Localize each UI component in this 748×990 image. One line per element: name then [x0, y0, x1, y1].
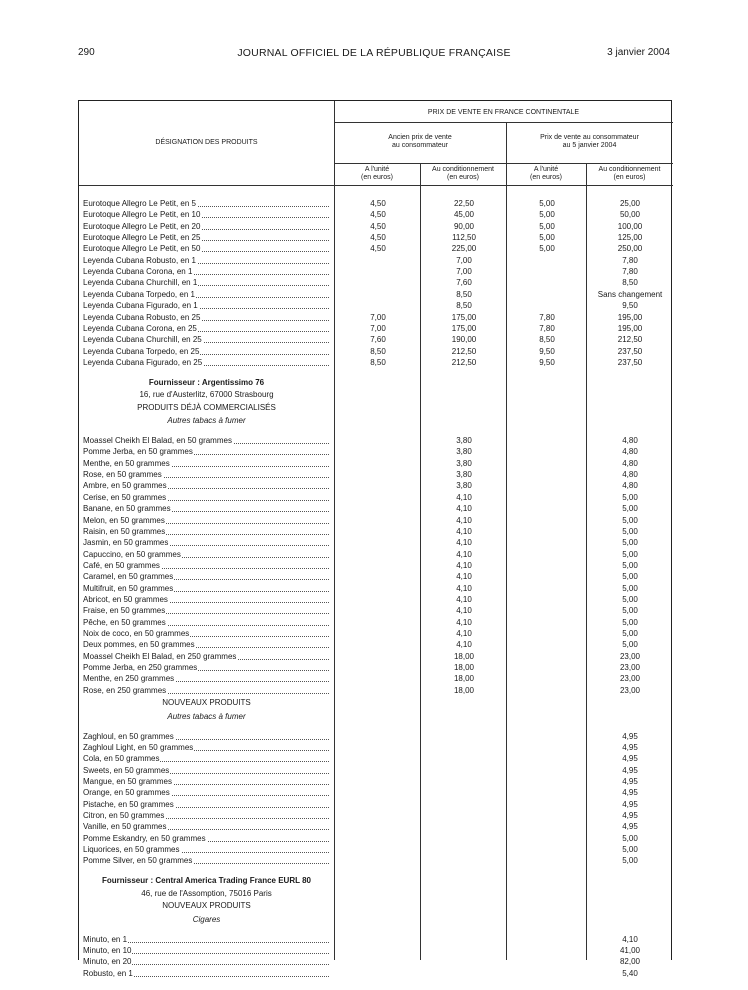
new-pack-price: 5,00	[622, 492, 638, 502]
header-rule	[334, 163, 673, 164]
new-pack-price: 4,95	[622, 765, 638, 775]
ancien-unit-price: 8,50	[370, 357, 386, 367]
category-label: Autres tabacs à fumer	[167, 416, 246, 426]
new-pack-price: 5,00	[622, 617, 638, 627]
new-pack-price: 7,80	[622, 267, 638, 277]
ancien-unit-price: 7,00	[370, 312, 386, 322]
address-label: 16, rue d'Austerlitz, 67000 Strasbourg	[139, 390, 274, 400]
table-row	[79, 834, 673, 844]
table-row	[79, 516, 673, 526]
new-pack-price: 23,00	[619, 685, 641, 695]
section-label: NOUVEAUX PRODUITS	[162, 901, 251, 911]
new-pack-price: 237,50	[617, 346, 643, 356]
nouveau-header: Prix de vente au consommateur au 5 janvier 2004	[540, 134, 639, 149]
product-name: Pistache, en 50 grammes	[83, 800, 329, 810]
table-row	[79, 674, 673, 684]
table-row	[79, 324, 673, 334]
section-label: NOUVEAUX PRODUITS	[162, 698, 251, 708]
new-pack-price: 5,00	[622, 583, 638, 593]
table-row	[79, 811, 673, 821]
new-pack-price: 5,00	[622, 833, 638, 843]
new-pack-price: 100,00	[617, 221, 643, 231]
ancien-pack-price: 4,10	[456, 560, 472, 570]
product-name: Pomme Eskandry, en 50 grammes	[83, 834, 329, 844]
new-pack-price: Sans changement	[597, 289, 663, 299]
ancien-pack-price: 175,00	[451, 312, 477, 322]
new-pack-price: 5,00	[622, 572, 638, 582]
ancien-pack-price: 45,00	[453, 210, 475, 220]
table-row	[79, 504, 673, 514]
address-label: 46, rue de l'Assomption, 75016 Paris	[141, 888, 272, 898]
product-name: Sweets, en 50 grammes	[83, 766, 329, 776]
table-row	[79, 436, 673, 446]
ancien-pack-price: 18,00	[453, 651, 475, 661]
table-row	[79, 335, 673, 345]
new-unit-price: 9,50	[539, 346, 555, 356]
table-row	[79, 222, 673, 232]
new-pack-price: 237,50	[617, 357, 643, 367]
ancien-unit-price: 4,50	[370, 221, 386, 231]
new-pack-price: 4,95	[622, 810, 638, 820]
product-name: Eurotoque Allegro Le Petit, en 5	[83, 199, 329, 209]
ancien-pack-price: 4,10	[456, 549, 472, 559]
new-unit-price: 5,00	[539, 199, 555, 208]
product-name: Moassel Cheikh El Balad, en 50 grammes	[83, 436, 329, 446]
new-pack-price: 82,00	[619, 957, 641, 967]
table-row	[79, 935, 673, 945]
table-row	[79, 969, 673, 979]
table-row	[79, 347, 673, 357]
product-name: Menthe, en 50 grammes	[83, 459, 329, 469]
new-unit-price: 5,00	[539, 244, 555, 254]
new-pack-price: 195,00	[617, 323, 643, 333]
new-pack-price: 4,95	[622, 742, 638, 752]
table-row	[79, 572, 673, 582]
new-pack-price: 5,40	[622, 968, 638, 978]
product-name: Capuccino, en 50 grammes	[83, 550, 329, 560]
ancien-pack-price: 212,50	[451, 346, 477, 356]
product-name: Pomme Jerba, en 250 grammes	[83, 663, 329, 673]
new-pack-price: 4,80	[622, 447, 638, 457]
ancien-unit-price: 4,50	[370, 244, 386, 254]
product-name: Zaghloul Light, en 50 grammes	[83, 743, 329, 753]
product-name: Multifruit, en 50 grammes	[83, 584, 329, 594]
new-pack-price: 4,95	[622, 754, 638, 764]
ancien-pack-price: 18,00	[453, 685, 475, 695]
ancien-pack-price: 3,80	[456, 436, 472, 446]
table-row	[79, 686, 673, 696]
new-pack-price: 4,95	[622, 822, 638, 832]
table-row	[79, 788, 673, 798]
product-name: Leyenda Cubana Corona, en 25	[83, 324, 329, 334]
table-row	[79, 584, 673, 594]
new-pack-price: 23,00	[619, 651, 641, 661]
new-pack-price: 5,00	[622, 526, 638, 536]
table-row	[79, 561, 673, 571]
table-row	[79, 777, 673, 787]
new-pack-price: 250,00	[617, 244, 643, 254]
ancien-pack-price: 8,50	[456, 301, 472, 311]
ancien-pack-price: 4,10	[456, 594, 472, 604]
product-name: Caramel, en 50 grammes	[83, 572, 329, 582]
new-pack-price: 9,50	[622, 301, 638, 311]
product-name: Citron, en 50 grammes	[83, 811, 329, 821]
table-row	[79, 800, 673, 810]
product-name: Cola, en 50 grammes	[83, 754, 329, 764]
product-name: Eurotoque Allegro Le Petit, en 10	[83, 210, 329, 220]
new-pack-price: 4,80	[622, 481, 638, 491]
product-name: Café, en 50 grammes	[83, 561, 329, 571]
section-label: PRODUITS DÉJÀ COMMERCIALISÉS	[137, 402, 276, 412]
ancien-pack-price: 7,00	[456, 267, 472, 277]
table-row	[79, 459, 673, 469]
product-name: Minuto, en 20	[83, 957, 329, 967]
table-row	[79, 470, 673, 480]
product-name: Banane, en 50 grammes	[83, 504, 329, 514]
new-pack-price: 4,80	[622, 470, 638, 480]
table-row	[79, 957, 673, 967]
new-unit-price: 9,50	[539, 357, 555, 367]
page-number: 290	[78, 47, 95, 58]
product-name: Ambre, en 50 grammes	[83, 481, 329, 491]
new-pack-price: 50,00	[619, 210, 641, 220]
ancien-pack-price: 4,10	[456, 629, 472, 638]
new-pack-price: 8,50	[622, 278, 638, 288]
new-unit-price: 5,00	[539, 210, 555, 220]
product-name: Eurotoque Allegro Le Petit, en 50	[83, 244, 329, 254]
table-row	[79, 358, 673, 368]
ancien-unit-price: 7,60	[370, 335, 386, 345]
table-row	[79, 233, 673, 243]
table-row	[79, 663, 673, 673]
ancien-pack-price: 4,10	[456, 515, 472, 525]
table-row	[79, 629, 673, 639]
table-row	[79, 766, 673, 776]
unit-header: A l'unité (en euros)	[530, 166, 562, 181]
new-unit-price: 7,80	[539, 323, 555, 333]
new-pack-price: 5,00	[622, 640, 638, 650]
issue-date: 3 janvier 2004	[607, 47, 670, 58]
header-rule	[334, 122, 673, 123]
table-row	[79, 606, 673, 616]
cond-header: Au conditionnement (en euros)	[598, 166, 661, 181]
product-name: Leyenda Cubana Churchill, en 25	[83, 335, 329, 345]
table-row	[79, 313, 673, 323]
product-name: Pêche, en 50 grammes	[83, 618, 329, 628]
ancien-pack-price: 212,50	[451, 357, 477, 367]
product-name: Leyenda Cubana Robusto, en 1	[83, 256, 329, 266]
ancien-pack-price: 190,00	[451, 335, 477, 345]
new-unit-price: 5,00	[539, 233, 555, 243]
product-name: Vanille, en 50 grammes	[83, 822, 329, 832]
product-name: Leyenda Cubana Corona, en 1	[83, 267, 329, 277]
table-row	[79, 290, 673, 300]
new-pack-price: 5,00	[622, 538, 638, 548]
product-name: Leyenda Cubana Figurado, en 1	[83, 301, 329, 311]
product-name: Minuto, en 1	[83, 935, 329, 945]
category-label: Cigares	[192, 914, 221, 924]
supplier-label: Fournisseur : Central America Trading France EURL 80	[102, 876, 311, 886]
ancien-pack-price: 7,00	[456, 255, 472, 265]
new-unit-price: 7,80	[539, 312, 555, 322]
table-row	[79, 946, 673, 956]
new-pack-price: 5,00	[622, 856, 638, 866]
product-name: Eurotoque Allegro Le Petit, en 20	[83, 222, 329, 232]
new-pack-price: 4,80	[622, 436, 638, 446]
ancien-pack-price: 90,00	[453, 221, 475, 231]
table-row	[79, 640, 673, 650]
table-row	[79, 822, 673, 832]
new-pack-price: 195,00	[617, 312, 643, 322]
product-name: Moassel Cheikh El Balad, en 250 grammes	[83, 652, 329, 662]
table-row	[79, 527, 673, 537]
new-pack-price: 25,00	[619, 199, 641, 208]
ancien-pack-price: 4,10	[456, 504, 472, 514]
table-row	[79, 754, 673, 764]
table-row	[79, 538, 673, 548]
product-name: Menthe, en 250 grammes	[83, 674, 329, 684]
new-pack-price: 5,00	[622, 594, 638, 604]
ancien-pack-price: 7,60	[456, 278, 472, 288]
product-name: Leyenda Cubana Torpedo, en 1	[83, 290, 329, 300]
product-name: Deux pommes, en 50 grammes	[83, 640, 329, 650]
new-pack-price: 125,00	[617, 233, 643, 243]
table-row	[79, 244, 673, 254]
category-label: Autres tabacs à fumer	[167, 711, 246, 721]
product-name: Cerise, en 50 grammes	[83, 493, 329, 503]
new-pack-price: 4,95	[622, 799, 638, 809]
ancien-unit-price: 7,00	[370, 323, 386, 333]
new-pack-price: 5,00	[622, 504, 638, 514]
ancien-pack-price: 4,10	[456, 492, 472, 502]
designation-header: DÉSIGNATION DES PRODUITS	[155, 139, 258, 146]
product-name: Leyenda Cubana Robusto, en 25	[83, 313, 329, 323]
ancien-pack-price: 4,10	[456, 526, 472, 536]
new-pack-price: 5,00	[622, 845, 638, 854]
price-table	[78, 100, 672, 978]
product-name: Robusto, en 1	[83, 969, 329, 979]
prix-header: PRIX DE VENTE EN FRANCE CONTINENTALE	[427, 109, 580, 116]
new-pack-price: 4,95	[622, 776, 638, 786]
table-row	[79, 481, 673, 491]
new-pack-price: 5,00	[622, 560, 638, 570]
product-name: Orange, en 50 grammes	[83, 788, 329, 798]
product-name: Leyenda Cubana Churchill, en 1	[83, 278, 329, 288]
table-row	[79, 301, 673, 311]
ancien-pack-price: 112,50	[452, 233, 476, 243]
new-pack-price: 4,95	[622, 788, 638, 798]
ancien-pack-price: 4,10	[456, 583, 472, 593]
product-name: Leyenda Cubana Figurado, en 25	[83, 358, 329, 368]
product-name: Rose, en 50 grammes	[83, 470, 329, 480]
ancien-pack-price: 4,10	[456, 617, 472, 627]
new-pack-price: 23,00	[619, 674, 641, 684]
product-name: Rose, en 250 grammes	[83, 686, 329, 696]
ancien-pack-price: 3,80	[456, 470, 472, 480]
ancien-pack-price: 3,80	[456, 481, 472, 491]
table-row	[79, 493, 673, 503]
ancien-header: Ancien prix de vente au consommateur	[388, 134, 452, 149]
ancien-pack-price: 4,10	[456, 572, 472, 582]
product-name: Zaghloul, en 50 grammes	[83, 732, 329, 742]
ancien-unit-price: 4,50	[370, 210, 386, 220]
product-name: Noix de coco, en 50 grammes	[83, 629, 329, 639]
product-name: Liquorices, en 50 grammes	[83, 845, 329, 855]
product-name: Pomme Jerba, en 50 grammes	[83, 447, 329, 457]
product-name: Pomme Silver, en 50 grammes	[83, 856, 329, 866]
ancien-pack-price: 22,50	[453, 199, 475, 208]
cond-header: Au conditionnement (en euros)	[432, 166, 494, 181]
new-pack-price: 7,80	[622, 255, 638, 265]
ancien-pack-price: 175,00	[451, 323, 477, 333]
product-name: Eurotoque Allegro Le Petit, en 25	[83, 233, 329, 243]
product-name: Melon, en 50 grammes	[83, 516, 329, 526]
table-row	[79, 278, 673, 288]
table-row	[79, 732, 673, 742]
ancien-unit-price: 8,50	[370, 346, 386, 356]
ancien-pack-price: 8,50	[456, 289, 472, 299]
product-name: Fraise, en 50 grammes	[83, 606, 329, 616]
new-pack-price: 5,00	[622, 629, 638, 638]
ancien-pack-price: 4,10	[456, 606, 472, 616]
ancien-pack-price: 18,00	[453, 663, 475, 673]
new-pack-price: 5,00	[622, 515, 638, 525]
ancien-unit-price: 4,50	[370, 199, 386, 208]
table-row	[79, 550, 673, 560]
product-name: Mangue, en 50 grammes	[83, 777, 329, 787]
new-unit-price: 5,00	[539, 221, 555, 231]
new-pack-price: 4,80	[622, 458, 638, 468]
table-row	[79, 618, 673, 628]
new-unit-price: 8,50	[539, 335, 555, 345]
ancien-pack-price: 4,10	[456, 640, 472, 650]
table-row	[79, 652, 673, 662]
table-row	[79, 210, 673, 220]
product-name: Jasmin, en 50 grammes	[83, 538, 329, 548]
new-pack-price: 4,95	[622, 731, 638, 741]
product-name: Leyenda Cubana Torpedo, en 25	[83, 347, 329, 357]
ancien-unit-price: 4,50	[370, 233, 386, 243]
ancien-pack-price: 225,00	[451, 244, 477, 254]
journal-title: JOURNAL OFFICIEL DE LA RÉPUBLIQUE FRANÇAISE	[237, 47, 511, 59]
ancien-pack-price: 3,80	[456, 458, 472, 468]
table-row	[79, 267, 673, 277]
ancien-pack-price: 4,10	[456, 538, 472, 548]
ancien-pack-price: 3,80	[456, 447, 472, 457]
table-row	[79, 447, 673, 457]
header-rule	[79, 185, 673, 186]
table-row	[79, 199, 673, 209]
product-name: Minuto, en 10	[83, 946, 329, 956]
new-pack-price: 23,00	[619, 663, 641, 673]
new-pack-price: 5,00	[622, 606, 638, 616]
table-row	[79, 595, 673, 605]
table-row	[79, 743, 673, 753]
table-row	[79, 256, 673, 266]
new-pack-price: 41,00	[619, 945, 641, 955]
supplier-label: Fournisseur : Argentissimo 76	[148, 377, 265, 387]
table-row	[79, 845, 673, 855]
new-pack-price: 212,50	[617, 335, 643, 345]
ancien-pack-price: 18,00	[453, 674, 475, 684]
table-row	[79, 856, 673, 866]
new-pack-price: 5,00	[622, 549, 638, 559]
product-name: Raisin, en 50 grammes	[83, 527, 329, 537]
product-name: Abricot, en 50 grammes	[83, 595, 329, 605]
new-pack-price: 4,10	[622, 934, 638, 944]
unit-header: A l'unité (en euros)	[361, 166, 393, 181]
